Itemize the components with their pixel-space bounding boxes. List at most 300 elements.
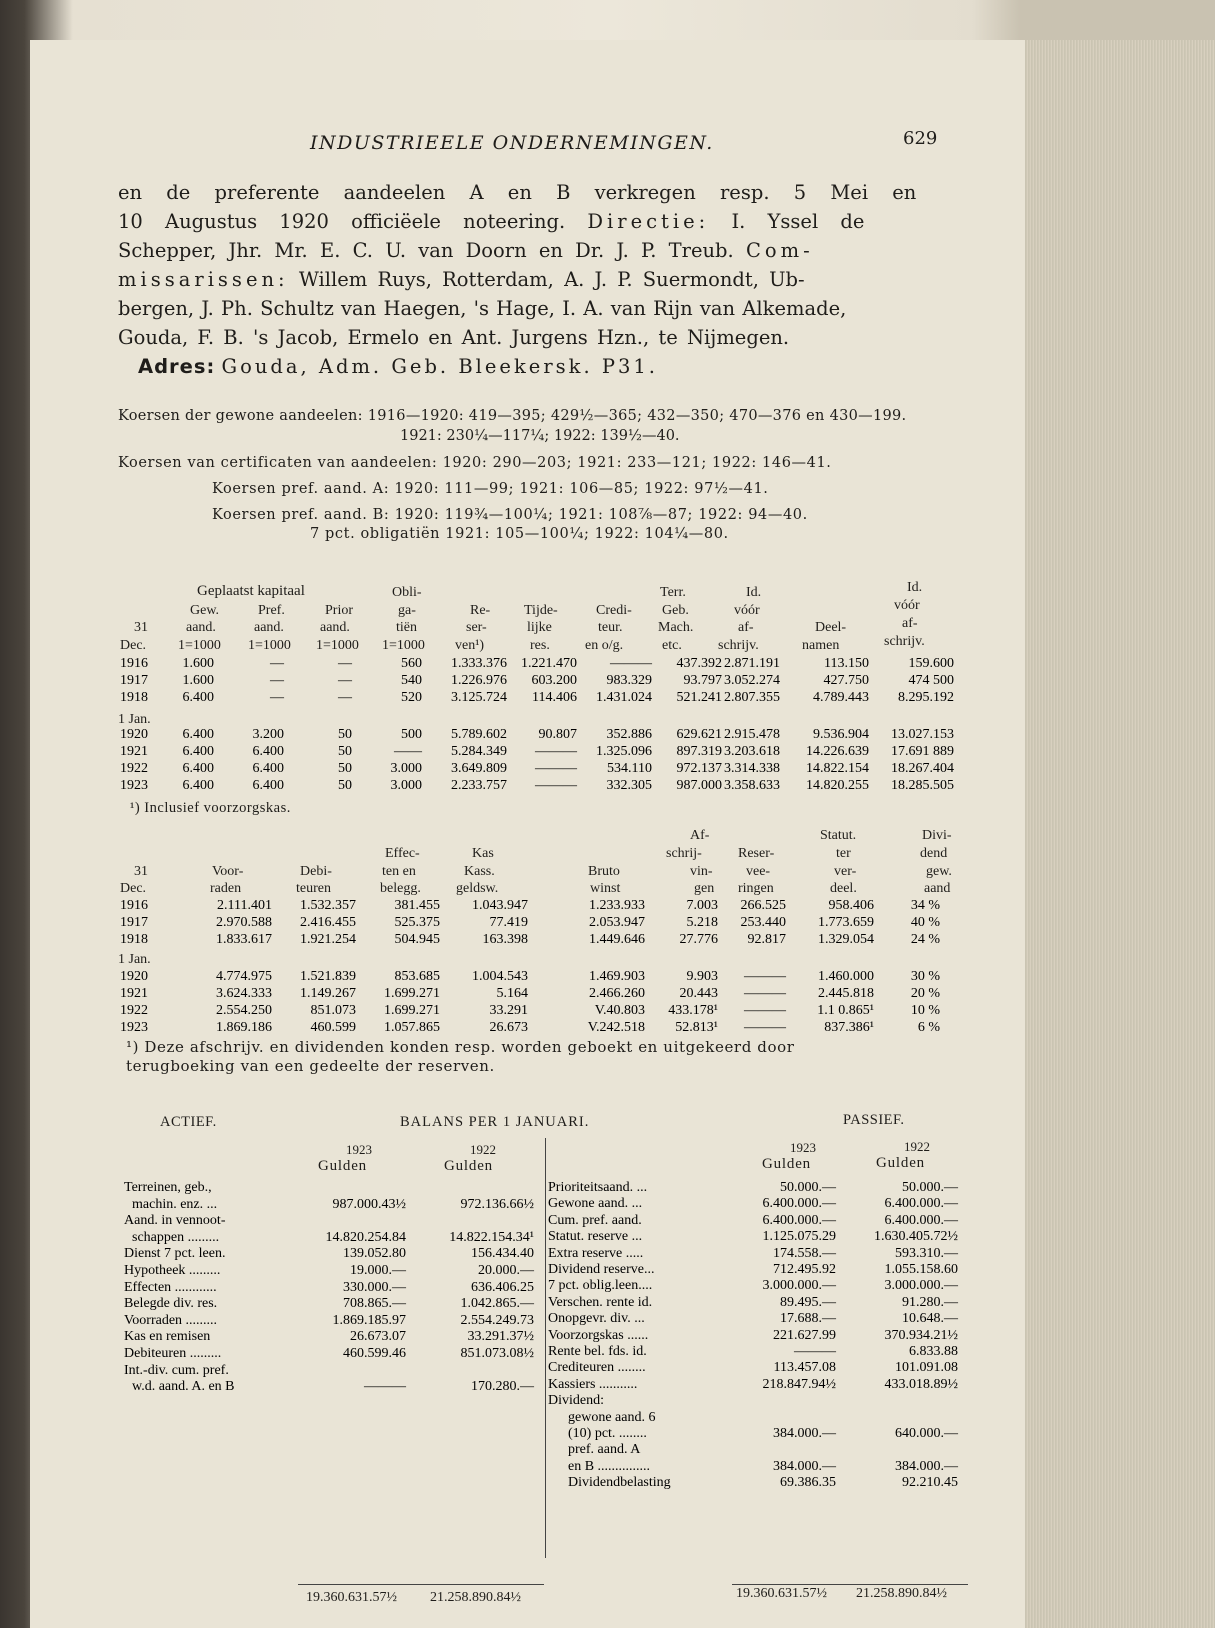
passief-label: Dividend: — [548, 1393, 604, 1409]
header-cell: Divi- — [922, 828, 952, 843]
passief-label: en B ............... — [568, 1458, 651, 1474]
row-year: 1920 — [120, 969, 148, 984]
row-gew: 1.600 — [182, 656, 214, 671]
koersen-line: Koersen van certificaten van aandeelen: 1920: 290—203; 1921: 233—121; 1922: 146—41. — [118, 455, 832, 471]
passief-1923: 1.125.075.29 — [762, 1229, 836, 1245]
row-div: 30 % — [910, 969, 940, 984]
actief-1922: 972.136.66½ — [460, 1196, 534, 1212]
header-cell: 1=1000 — [316, 638, 359, 653]
actief-label: Effecten ............ — [124, 1279, 217, 1295]
header-cell: dend — [920, 846, 948, 861]
row-idv2: 18.267.404 — [891, 761, 954, 776]
actief-1923: 19.000.— — [350, 1263, 406, 1278]
row-kas: 33.291 — [489, 1003, 528, 1018]
col-unit: Gulden — [762, 1156, 811, 1172]
row-idv2: 8.295.192 — [898, 690, 954, 705]
passief-1923: 221.627.99 — [773, 1327, 836, 1343]
header-cell: Deel- — [815, 620, 847, 635]
header-cell: Terr. — [660, 585, 686, 600]
header-cell: Bruto — [588, 864, 620, 879]
row-stat: 958.406 — [828, 898, 874, 913]
text-spaced: Directie: — [587, 210, 710, 233]
row-year: 1921 — [120, 986, 148, 1001]
row-debi: 1.921.254 — [300, 932, 356, 947]
row-idv2: 159.600 — [908, 656, 954, 671]
col-year: 1923 — [346, 1142, 372, 1157]
passief-1923: 174.558.— — [773, 1245, 836, 1261]
col-unit: Gulden — [444, 1158, 493, 1174]
actief-1922: 33.291.37½ — [467, 1329, 534, 1345]
actief-1922: 851.073.08½ — [460, 1346, 534, 1361]
passief-1922: 370.934.21½ — [884, 1327, 958, 1343]
row-year: 1920 — [120, 727, 148, 742]
passief-label: 7 pct. oblig.leen.... — [548, 1278, 653, 1294]
row-voor: 3.624.333 — [216, 986, 272, 1001]
intro-line: en de preferente aandeelen A en B verkregen resp. 5 Mei en — [118, 181, 917, 204]
row-bruto: 1.469.903 — [589, 969, 645, 984]
row-terr: 987.000 — [676, 778, 722, 793]
row-debi: 2.416.455 — [300, 915, 356, 930]
row-div: 40 % — [910, 915, 940, 930]
header-cell: Kass. — [464, 864, 495, 879]
passief-1922: 1.630.405.72½ — [874, 1229, 958, 1245]
header-cell: geldsw. — [456, 881, 499, 896]
total-passief-1923: 19.360.631.57½ — [736, 1586, 827, 1601]
row-kas: 77.419 — [489, 915, 528, 930]
header-cell: raden — [210, 881, 242, 896]
row-eff: 1.057.865 — [384, 1020, 440, 1035]
row-year: 1921 — [120, 744, 148, 759]
actief-label: Dienst 7 pct. leen. — [124, 1246, 226, 1262]
row-gew: 6.400 — [182, 778, 214, 793]
passief-label: Voorzorgskas ...... — [548, 1327, 649, 1343]
row-terr: 972.137 — [676, 761, 722, 776]
actief-1923: 14.820.254.84 — [325, 1229, 406, 1245]
row-tijd: ——— — [535, 778, 577, 793]
header-cell: gen — [694, 881, 715, 896]
header-cell: Dec. — [120, 881, 147, 896]
header-cell: en o/g. — [585, 638, 624, 653]
header-cell: Credi- — [596, 603, 632, 618]
passief-1923: 712.495.92 — [773, 1262, 836, 1277]
row-year: 1916 — [120, 656, 148, 671]
col-unit: Gulden — [318, 1158, 367, 1174]
row-deel: 4.789.443 — [813, 690, 869, 705]
row-idv: 2.915.478 — [724, 727, 780, 742]
row-idv2: 18.285.505 — [891, 778, 954, 793]
page-edges — [1025, 40, 1215, 1628]
row-kas: 1.004.543 — [472, 969, 528, 984]
passief-1922: 433.018.89½ — [884, 1376, 958, 1392]
row-cred: 534.110 — [607, 761, 652, 776]
page-number: 629 — [903, 128, 938, 149]
row-gew: 6.400 — [182, 690, 214, 705]
row-kas: 163.398 — [482, 932, 528, 947]
balans-divider — [545, 1138, 546, 1558]
row-cred: 1.431.024 — [596, 690, 652, 705]
header-cell: Obli- — [392, 585, 422, 600]
jan-label: 1 Jan. — [118, 712, 151, 727]
header-cell: Af- — [690, 828, 710, 843]
balans-passief-label: PASSIEF. — [843, 1112, 905, 1128]
actief-label: Hypotheek ......... — [124, 1263, 221, 1278]
actief-1923: 330.000.— — [343, 1279, 406, 1295]
col-year: 1922 — [470, 1142, 496, 1157]
header-cell: Tijde- — [524, 603, 558, 618]
row-res: ——— — [744, 986, 786, 1001]
passief-1922: 10.648.— — [902, 1311, 958, 1327]
row-res: 5.284.349 — [451, 744, 507, 759]
row-obli: 540 — [401, 673, 422, 688]
total-passief-1922: 21.258.890.84½ — [856, 1586, 947, 1601]
row-bruto: 1.233.933 — [589, 898, 645, 913]
adres-label: Adres: — [138, 355, 216, 378]
header-cell: teuren — [296, 881, 331, 896]
header-cell: af- — [902, 616, 918, 631]
passief-1923: 6.400.000.— — [762, 1196, 836, 1212]
row-year: 1923 — [120, 778, 148, 793]
passief-1923: 113.457.08 — [773, 1360, 836, 1376]
passief-label: gewone aand. 6 — [568, 1409, 656, 1425]
table-resultaten-footnote: terugboeking van een gedeelte der reserven. — [126, 1057, 495, 1075]
jan-label: 1 Jan. — [118, 952, 151, 967]
header-cell: ten en — [382, 864, 416, 879]
row-prior: 50 — [338, 744, 352, 759]
row-res: ——— — [744, 1020, 786, 1035]
row-year: 1923 — [120, 1020, 148, 1035]
row-bruto: 1.449.646 — [589, 932, 645, 947]
row-cred: 983.329 — [606, 673, 652, 688]
header-cell: schrij- — [666, 846, 702, 861]
row-tijd: 114.406 — [532, 690, 577, 705]
passief-label: Kassiers ........... — [548, 1376, 638, 1392]
passief-1922: 384.000.— — [895, 1458, 958, 1474]
koersen-line: Koersen pref. aand. A: 1920: 111—99; 1921: 106—85; 1922: 97½—41. — [212, 481, 769, 497]
row-idv: 3.358.633 — [724, 778, 780, 793]
row-voor: 1.833.617 — [216, 932, 272, 947]
header-cell: 31 — [134, 864, 148, 879]
row-terr: 629.621 — [676, 727, 722, 742]
row-kas: 26.673 — [489, 1020, 528, 1035]
row-voor: 1.869.186 — [216, 1020, 272, 1035]
text: Willem Ruys, Rotterdam, A. J. P. Suermondt, Ub- — [298, 268, 805, 291]
actief-1923: 139.052.80 — [343, 1246, 406, 1262]
row-stat: 837.386¹ — [824, 1020, 874, 1035]
header-cell: teur. — [598, 620, 623, 635]
header-cell: belegg. — [380, 881, 421, 896]
passief-label: Dividend reserve... — [548, 1262, 655, 1277]
header-cell: etc. — [662, 638, 682, 653]
actief-label: w.d. aand. A. en B — [132, 1379, 235, 1395]
actief-label: Aand. in vennoot- — [124, 1213, 226, 1229]
text-spaced: missarissen: — [118, 268, 289, 291]
row-res: 92.817 — [747, 932, 786, 947]
row-afs: 7.003 — [686, 898, 718, 913]
row-stat: 1.773.659 — [818, 915, 874, 930]
intro-line — [118, 207, 963, 236]
passief-1922: 101.091.08 — [895, 1360, 958, 1376]
row-debi: 1.149.267 — [300, 986, 356, 1001]
total-rule — [298, 1584, 544, 1585]
passief-1922: 50.000.— — [902, 1180, 958, 1195]
row-idv2: 13.027.153 — [891, 727, 954, 742]
row-cred: 352.886 — [606, 727, 652, 742]
row-gew: 6.400 — [182, 744, 214, 759]
header-cell: deel. — [830, 881, 857, 896]
passief-label: Cum. pref. aand. — [548, 1212, 642, 1228]
passief-1923: 89.495.— — [780, 1294, 836, 1310]
row-bruto: V.40.803 — [594, 1003, 645, 1018]
row-stat: 1.460.000 — [818, 969, 874, 984]
row-terr: 437.392 — [676, 656, 722, 671]
header-cell: Dec. — [120, 638, 147, 653]
row-afs: 20.443 — [679, 986, 718, 1001]
header-cell: ser- — [466, 620, 487, 635]
actief-label: schappen ......... — [132, 1229, 220, 1245]
passief-1922: 6.400.000.— — [884, 1212, 958, 1228]
header-cell: Mach. — [658, 620, 694, 635]
total-actief-1923: 19.360.631.57½ — [306, 1590, 397, 1605]
row-bruto: 2.466.260 — [589, 986, 645, 1001]
header-cell: ver- — [834, 864, 857, 879]
actief-1923: ——— — [364, 1379, 406, 1395]
passief-1923: 384.000.— — [773, 1458, 836, 1474]
row-prior: 50 — [338, 727, 352, 742]
row-kas: 1.043.947 — [472, 898, 528, 913]
row-idv: 3.314.338 — [724, 761, 780, 776]
row-gew: 6.400 — [182, 761, 214, 776]
row-idv: 2.871.191 — [724, 656, 780, 671]
header-cell: winst — [590, 881, 621, 896]
passief-1922: 3.000.000.— — [884, 1278, 958, 1294]
running-header-title: INDUSTRIEELE ONDERNEMINGEN. — [310, 132, 714, 154]
header-cell: 1=1000 — [178, 638, 221, 653]
passief-1922: 91.280.— — [902, 1294, 958, 1310]
text: 10 Augustus 1920 officiëele noteering. — [118, 210, 566, 233]
row-div: 24 % — [910, 932, 940, 947]
row-year: 1916 — [120, 898, 148, 913]
header-cell: res. — [530, 638, 550, 653]
row-prior: — — [338, 656, 352, 671]
header-cell: vin- — [690, 864, 713, 879]
row-voor: 2.970.588 — [216, 915, 272, 930]
total-rule — [732, 1584, 968, 1585]
passief-1922: 1.055.158.60 — [884, 1262, 958, 1277]
row-tijd: 603.200 — [531, 673, 577, 688]
intro-paragraph — [118, 178, 963, 381]
text: Schepper, Jhr. Mr. E. C. U. van Doorn en Dr. J. P. Treub. — [118, 239, 734, 262]
actief-label: Terreinen, geb., — [124, 1180, 212, 1195]
header-cell: ga- — [398, 603, 416, 618]
row-eff: 525.375 — [394, 915, 440, 930]
row-afs: 433.178¹ — [668, 1003, 718, 1018]
header-cell: 1=1000 — [248, 638, 291, 653]
row-afs: 52.813¹ — [675, 1020, 718, 1035]
passief-1923: 17.688.— — [780, 1311, 836, 1327]
row-pref: — — [270, 690, 284, 705]
row-res: 1.333.376 — [451, 656, 507, 671]
total-actief-1922: 21.258.890.84½ — [430, 1590, 521, 1605]
row-idv: 3.052.274 — [724, 673, 780, 688]
passief-label: pref. aand. A — [568, 1442, 641, 1458]
row-pref: — — [270, 673, 284, 688]
actief-label: Debiteuren ......... — [124, 1346, 222, 1361]
passief-label: Dividendbelasting — [568, 1475, 671, 1491]
row-idv: 2.807.355 — [724, 690, 780, 705]
intro-line — [118, 352, 963, 381]
koersen-line: Koersen pref. aand. B: 1920: 119¾—100¼; 1921: 108⅞—87; 1922: 94—40. — [212, 507, 808, 523]
row-obli: 560 — [401, 656, 422, 671]
balans-actief-label: ACTIEF. — [160, 1114, 217, 1130]
passief-1923: 3.000.000.— — [762, 1278, 836, 1294]
header-cell: aand. — [186, 620, 216, 635]
row-year: 1922 — [120, 761, 148, 776]
row-pref: 6.400 — [252, 778, 284, 793]
row-prior: — — [338, 673, 352, 688]
header-cell: vóór — [894, 598, 920, 613]
row-obli: 520 — [401, 690, 422, 705]
row-year: 1917 — [120, 915, 148, 930]
actief-1922: 156.434.40 — [471, 1246, 534, 1262]
row-eff: 504.945 — [394, 932, 440, 947]
row-tijd: 1.221.470 — [521, 656, 577, 671]
row-pref: 3.200 — [252, 727, 284, 742]
row-cred: 1.325.096 — [596, 744, 652, 759]
header-cell: vee- — [746, 864, 771, 879]
row-gew: 1.600 — [182, 673, 214, 688]
row-deel: 14.820.255 — [806, 778, 869, 793]
row-bruto: 2.053.947 — [589, 915, 645, 930]
row-stat: 1.329.054 — [818, 932, 874, 947]
intro-line — [118, 236, 963, 265]
actief-1922: 636.406.25 — [471, 1279, 534, 1295]
row-res: 3.125.724 — [451, 690, 507, 705]
intro-line: Gouda, F. B. 's Jacob, Ermelo en Ant. Jurgens Hzn., te Nijmegen. — [118, 326, 790, 349]
row-res: ——— — [744, 969, 786, 984]
row-voor: 2.111.401 — [217, 898, 272, 913]
header-cell: ter — [836, 846, 851, 861]
row-afs: 27.776 — [679, 932, 718, 947]
passief-label: Crediteuren ........ — [548, 1360, 646, 1376]
row-obli: 3.000 — [390, 778, 422, 793]
header-cell: 31 — [134, 620, 148, 635]
col-year: 1923 — [790, 1140, 816, 1155]
header-cell: 1=1000 — [382, 638, 425, 653]
passief-1922: 593.310.— — [895, 1245, 958, 1261]
actief-1922: 20.000.— — [478, 1263, 534, 1278]
header-cell: namen — [802, 638, 840, 653]
row-year: 1918 — [120, 690, 148, 705]
row-res: ——— — [744, 1003, 786, 1018]
balans-title: BALANS PER 1 JANUARI. — [400, 1114, 590, 1130]
intro-line: bergen, J. Ph. Schultz van Haegen, 's Hage, I. A. van Rijn van Alkemade, — [118, 297, 847, 320]
actief-label: Voorraden ......... — [124, 1312, 218, 1328]
row-afs: 5.218 — [686, 915, 718, 930]
row-debi: 851.073 — [310, 1003, 356, 1018]
row-tijd: 90.807 — [538, 727, 577, 742]
header-cell: lijke — [527, 620, 552, 635]
header-geplaatst-kapitaal: Geplaatst kapitaal — [197, 583, 305, 599]
header-cell: schrijv. — [718, 638, 759, 653]
row-deel: 14.226.639 — [806, 744, 869, 759]
actief-1923: 987.000.43½ — [332, 1196, 406, 1212]
row-res: 1.226.976 — [451, 673, 507, 688]
passief-1922: 6.833.88 — [909, 1344, 958, 1359]
row-prior: — — [338, 690, 352, 705]
passief-1923: 384.000.— — [773, 1426, 836, 1441]
row-terr: 93.797 — [683, 673, 722, 688]
koersen-line: Koersen der gewone aandeelen: 1916—1920: 419—395; 429½—365; 432—350; 470—376 en 430—199. — [118, 408, 907, 424]
row-afs: 9.903 — [686, 969, 718, 984]
header-cell: Voor- — [212, 864, 244, 879]
row-res: 253.440 — [740, 915, 786, 930]
actief-label: Kas en remisen — [124, 1329, 211, 1345]
row-eff: 853.685 — [394, 969, 440, 984]
intro-line — [118, 265, 963, 294]
row-cred: 332.305 — [606, 778, 652, 793]
col-unit: Gulden — [876, 1155, 925, 1171]
row-obli: —— — [394, 744, 422, 759]
row-debi: 1.521.839 — [300, 969, 356, 984]
row-pref: 6.400 — [252, 761, 284, 776]
row-obli: 500 — [401, 727, 422, 742]
row-stat: 2.445.818 — [818, 986, 874, 1001]
header-cell: aand. — [320, 620, 350, 635]
row-tijd: ——— — [535, 761, 577, 776]
row-res: 266.525 — [740, 898, 786, 913]
passief-label: Prioriteitsaand. ... — [548, 1180, 648, 1195]
header-cell: Id. — [907, 580, 923, 595]
actief-1922: 170.280.— — [471, 1379, 534, 1395]
row-div: 20 % — [910, 986, 940, 1001]
header-cell: gew. — [926, 864, 952, 879]
passief-1922: 640.000.— — [895, 1426, 958, 1441]
passief-1923: 50.000.— — [780, 1180, 836, 1195]
actief-1923: 1.869.185.97 — [332, 1312, 406, 1328]
actief-1922: 2.554.249.73 — [460, 1312, 534, 1328]
koersen-line: 7 pct. obligatiën 1921: 105—100¼; 1922: 104¼—80. — [310, 526, 729, 542]
header-cell: Reser- — [738, 846, 775, 861]
header-cell: Effec- — [385, 846, 420, 861]
row-stat: 1.1 0.865¹ — [817, 1003, 874, 1018]
header-cell: Gew. — [190, 603, 220, 618]
text-spaced: Com- — [745, 239, 814, 262]
row-debi: 1.532.357 — [300, 898, 356, 913]
row-div: 10 % — [910, 1003, 940, 1018]
row-eff: 1.699.271 — [384, 986, 440, 1001]
row-eff: 1.699.271 — [384, 1003, 440, 1018]
passief-1923: 218.847.94½ — [762, 1376, 836, 1392]
actief-1923: 460.599.46 — [343, 1346, 406, 1361]
header-cell: Geb. — [662, 603, 689, 618]
header-cell: aand. — [254, 620, 284, 635]
row-kas: 5.164 — [496, 986, 528, 1001]
row-tijd: ——— — [535, 744, 577, 759]
table-kapitaal-footnote: ¹) Inclusief voorzorgskas. — [130, 800, 291, 816]
header-cell: vóór — [734, 603, 760, 618]
row-prior: 50 — [338, 761, 352, 776]
passief-1923: ——— — [794, 1344, 836, 1359]
passief-label: Verschen. rente id. — [548, 1294, 653, 1310]
passief-1922: 6.400.000.— — [884, 1196, 958, 1212]
row-voor: 4.774.975 — [216, 969, 272, 984]
row-terr: 897.319 — [676, 744, 722, 759]
col-year: 1922 — [904, 1139, 930, 1154]
actief-1923: 708.865.— — [343, 1296, 406, 1312]
row-obli: 3.000 — [390, 761, 422, 776]
passief-label: Extra reserve ..... — [548, 1245, 644, 1261]
row-div: 6 % — [917, 1020, 940, 1035]
